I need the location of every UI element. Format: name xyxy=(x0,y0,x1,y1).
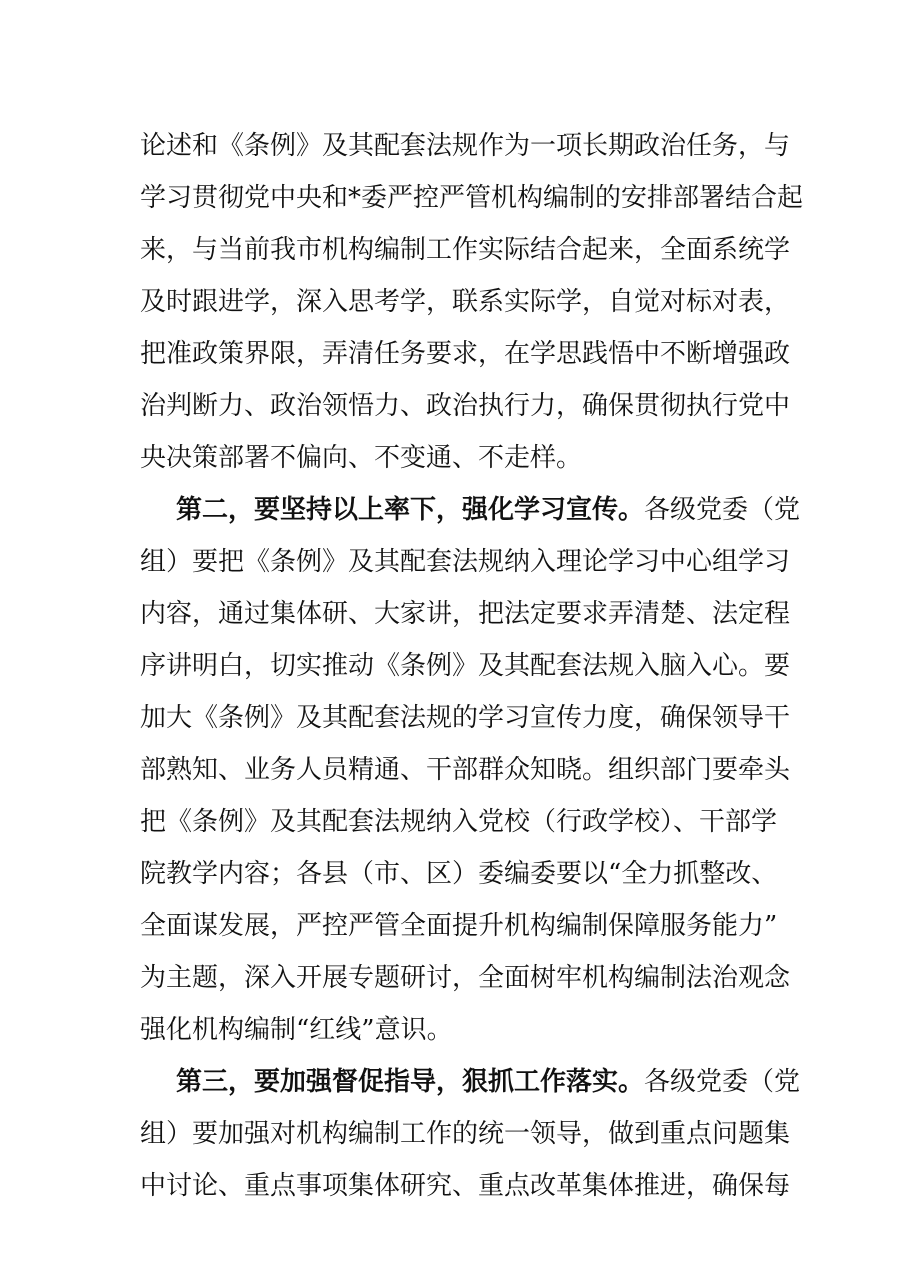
paragraph-text: 各级党委（党 xyxy=(644,1067,801,1097)
text-line: 强化机构编制“红线”意识。 xyxy=(140,1015,453,1045)
text-line: 内容，通过集体研、大家讲，把法定要求弄清楚、法定程 xyxy=(140,599,791,629)
text-line: 央决策部署不偏向、不变通、不走样。 xyxy=(140,443,583,473)
text-line: 把准政策界限，弄清任务要求，在学思践悟中不断增强政 xyxy=(140,339,791,369)
text-line: 中讨论、重点事项集体研究、重点改革集体推进，确保每 xyxy=(140,1171,791,1201)
text-line: 为主题，深入开展专题研讨，全面树牢机构编制法治观念 xyxy=(140,963,791,993)
paragraph-first-line xyxy=(176,484,801,536)
text-line: 组）要把《条例》及其配套法规纳入理论学习中心组学习 xyxy=(140,547,791,577)
text-line: 组）要加强对机构编制工作的统一领导，做到重点问题集 xyxy=(140,1119,791,1149)
text-line: 治判断力、政治领悟力、政治执行力，确保贯彻执行党中 xyxy=(140,391,791,421)
text-line: 部熟知、业务人员精通、干部群众知晓。组织部门要牵头 xyxy=(140,755,791,785)
paragraph-heading: 第三，要加强督促指导，狠抓工作落实。 xyxy=(176,1067,645,1097)
paragraph-first-line xyxy=(176,1056,801,1108)
text-line: 论述和《条例》及其配套法规作为一项长期政治任务，与 xyxy=(140,131,791,161)
paragraph-text: 各级党委（党 xyxy=(644,495,801,525)
paragraph-heading: 第二，要坚持以上率下，强化学习宣传。 xyxy=(176,495,645,525)
text-line: 把《条例》及其配套法规纳入党校（行政学校）、干部学 xyxy=(140,807,778,837)
text-line: 加大《条例》及其配套法规的学习宣传力度，确保领导干 xyxy=(140,703,791,733)
text-line: 院教学内容；各县（市、区）委编委要以“全力抓整改、 xyxy=(140,859,778,889)
text-line: 来，与当前我市机构编制工作实际结合起来，全面系统学 xyxy=(140,235,791,265)
text-line: 全面谋发展，严控严管全面提升机构编制保障服务能力” xyxy=(140,911,778,941)
text-line: 序讲明白，切实推动《条例》及其配套法规入脑入心。要 xyxy=(140,651,791,681)
text-line: 学习贯彻党中央和*委严控严管机构编制的安排部署结合起 xyxy=(140,183,804,213)
text-line: 及时跟进学，深入思考学，联系实际学，自觉对标对表， xyxy=(140,287,791,317)
